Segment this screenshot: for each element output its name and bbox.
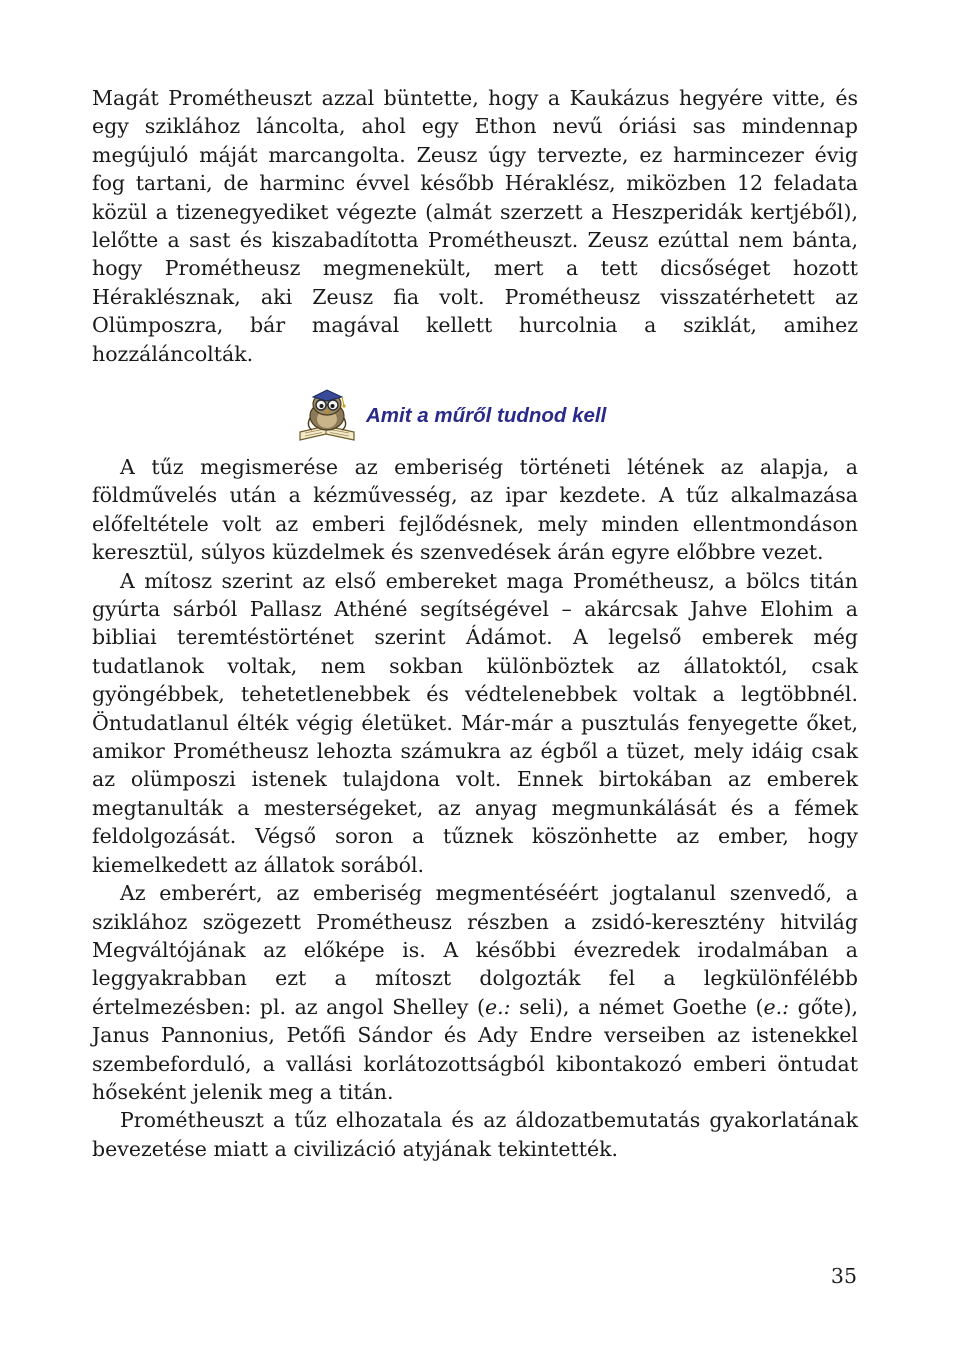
paragraph-3-part-b: seli), a német Goethe (: [510, 994, 764, 1019]
paragraph-3-part-a: Az emberért, az emberiség megmentéséért jogtalanul szenvedő, a sziklához szögezett Prométheusz részben a zsidó-keresztény hitvilág Megváltójának az előképe is. A későbbi évezredek irodalmában a leggyakrabban ezt a mítoszt dolgozták fel a legkülönfélébb értelmezésben: pl. az angol Shelley (: [92, 881, 858, 1019]
owl-reading-book-icon: [296, 388, 358, 444]
intro-paragraph: Magát Prométheuszt azzal büntette, hogy a Kaukázus hegyére vitte, és egy sziklához láncolta, ahol egy Ethon nevű óriási sas mindennap megújuló máját marcangolta. Zeusz úgy tervezte, ez harmincezer évig fog tartani, de harminc évvel később Héraklész, miközben 12 feladata közül a tizenegyediket végezte (almát szerzett a Heszperidák kertjéből), lelőtte a sast és kiszabadította Prométheuszt. Zeusz ezúttal nem bánta, hogy Prométheusz megmenekült, mert a tett dicsőséget hozott Héraklésznak, aki Zeusz fia volt. Prométheusz visszatérhetett az Olümposzra, bár magával kellett hurcolnia a sziklát, amihez hozzáláncolták.: [92, 86, 858, 366]
pronunciation-label: e.:: [485, 994, 511, 1019]
intro-text-block: [92, 84, 858, 368]
body-paragraph-1: A tűz megismerése az emberiség történeti létének az alapja, a földművelés után a kézművesség, az ipar kezdete. A tűz alkalmazása előfeltétele volt az emberi fejlődésnek, mely minden ellentmondáson keresztül, súlyos küzdelmek és szenvedések árán egyre előbbre vezet.: [92, 455, 858, 565]
section-heading-title: Amit a műről tudnod kell: [366, 404, 607, 427]
body-paragraph-4: Prométheuszt a tűz elhozatala és az áldozatbemutatás gyakorlatának bevezetése miatt a civilizáció atyjának tekintették.: [92, 1108, 858, 1161]
body-paragraph-2: A mítosz szerint az első embereket maga Prométheusz, a bölcs titán gyúrta sárból Pallasz Athéné segítségével – akárcsak Jahve Elohim a bibliai teremtéstörténet szerint Ádámot. A legelső emberek még tudatlanok voltak, nem sokban különböztek az állatoktól, csak gyöngébbek, tehetetlenebbek és védtelenebbek voltak a legtöbbnél. Öntudatlanul élték végig életüket. Már-már a pusztulás fenyegette őket, amikor Prométheusz lehozta számukra az égből a tüzet, mely idáig csak az olümposzi istenek tulajdona volt. Ennek birtokában az emberek megtanulták a mesterségeket, az anyag megmunkálását és a fémek feldolgozását. Végső soron a tűznek köszönhette az ember, hogy kiemelkedett az állatok sorából.: [92, 568, 858, 877]
paragraph-3-part-c: gőte), Janus Pannonius, Petőfi Sándor és Ady Endre verseiben az istenekkel szembeforduló, a vallási korlátozottságból kibontakozó emberi öntudat hőseként jelenik meg a titán.: [92, 994, 859, 1104]
section-heading: [296, 388, 606, 444]
pronunciation-label: e.:: [763, 994, 790, 1019]
page-number: 35: [830, 1264, 857, 1288]
main-text-block: [92, 453, 858, 1163]
body-paragraph-3: [92, 879, 858, 1106]
